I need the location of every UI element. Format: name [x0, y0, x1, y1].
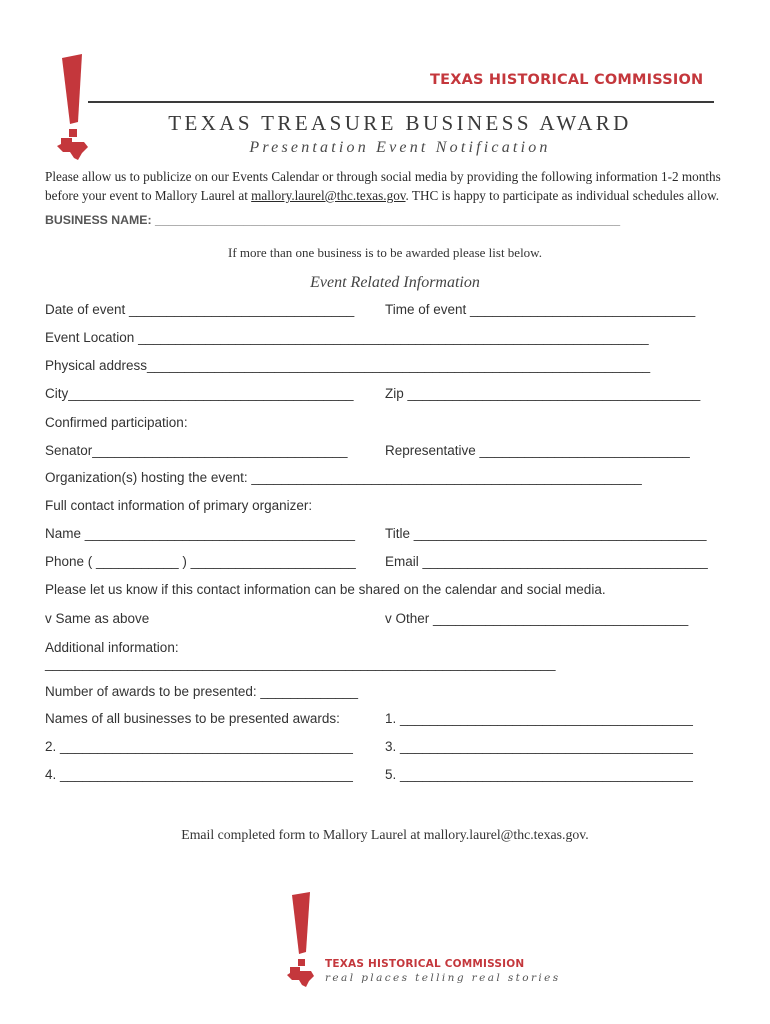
other-option-field[interactable]: v Other __________________________________	[385, 611, 689, 626]
footer-organization: TEXAS HISTORICAL COMMISSION	[325, 958, 525, 970]
business-name-field[interactable]: BUSINESS NAME: ____________________________________________________________________	[45, 213, 621, 227]
organizations-field[interactable]: Organization(s) hosting the event: ____________________________________________________	[45, 470, 642, 485]
same-as-above-option[interactable]: v Same as above	[45, 611, 150, 626]
name-field[interactable]: Name ____________________________________	[45, 526, 356, 541]
multi-business-note: If more than one business is to be awarded please list below.	[228, 245, 542, 260]
page-subtitle: Presentation Event Notification	[249, 139, 551, 156]
email-field[interactable]: Email ______________________________________	[385, 554, 708, 569]
location-field[interactable]: Event Location ____________________________________________________________________	[45, 330, 649, 345]
intro-paragraph	[45, 167, 745, 205]
header-rule	[88, 101, 714, 103]
share-question: Please let us know if this contact information can be shared on the calendar and social media.	[45, 582, 606, 597]
intro-text-after: . THC is happy to participate as individual schedules allow.	[405, 188, 720, 203]
awards-count-field[interactable]: Number of awards to be presented: _____________	[45, 684, 358, 699]
business-2-field[interactable]: 2. _______________________________________	[45, 739, 353, 754]
page-title: TEXAS TREASURE BUSINESS AWARD	[168, 111, 632, 135]
additional-info-label: Additional information:	[45, 640, 179, 655]
header-organization: TEXAS HISTORICAL COMMISSION	[430, 72, 704, 88]
footer-tagline: real places telling real stories	[325, 972, 561, 984]
representative-field[interactable]: Representative ____________________________	[385, 443, 690, 458]
address-field[interactable]: Physical address___________________________________________________________________	[45, 358, 651, 373]
zip-field[interactable]: Zip _______________________________________	[385, 386, 701, 401]
confirmed-participation-label: Confirmed participation:	[45, 415, 188, 430]
section-heading: Event Related Information	[310, 274, 480, 291]
business-5-field[interactable]: 5. _______________________________________	[385, 767, 693, 782]
business-3-field[interactable]: 3. _______________________________________	[385, 739, 693, 754]
intro-email-link[interactable]: mallory.laurel@thc.texas.gov	[251, 188, 406, 203]
full-contact-label: Full contact information of primary organizer:	[45, 498, 313, 513]
title-field[interactable]: Title _______________________________________	[385, 526, 707, 541]
date-field[interactable]: Date of event ______________________________	[45, 302, 355, 317]
business-names-label: Names of all businesses to be presented awards:	[45, 711, 340, 726]
thc-footer-exclamation-texas-icon	[280, 890, 320, 990]
intro-text-before: Please allow us to publicize on our Events Calendar or through social media by providing the following information 1-2 months before your event to Mallory Laurel at	[45, 169, 721, 203]
city-field[interactable]: City______________________________________	[45, 386, 354, 401]
business-4-field[interactable]: 4. _______________________________________	[45, 767, 353, 782]
time-field[interactable]: Time of event ______________________________	[385, 302, 696, 317]
phone-field[interactable]: Phone ( ___________ ) ______________________	[45, 554, 356, 569]
closing-instruction: Email completed form to Mallory Laurel at mallory.laurel@thc.texas.gov.	[181, 827, 589, 842]
business-1-field[interactable]: 1. _______________________________________	[385, 711, 693, 726]
additional-info-line[interactable]: ____________________________________________________________________	[45, 656, 556, 671]
senator-field[interactable]: Senator__________________________________	[45, 443, 348, 458]
